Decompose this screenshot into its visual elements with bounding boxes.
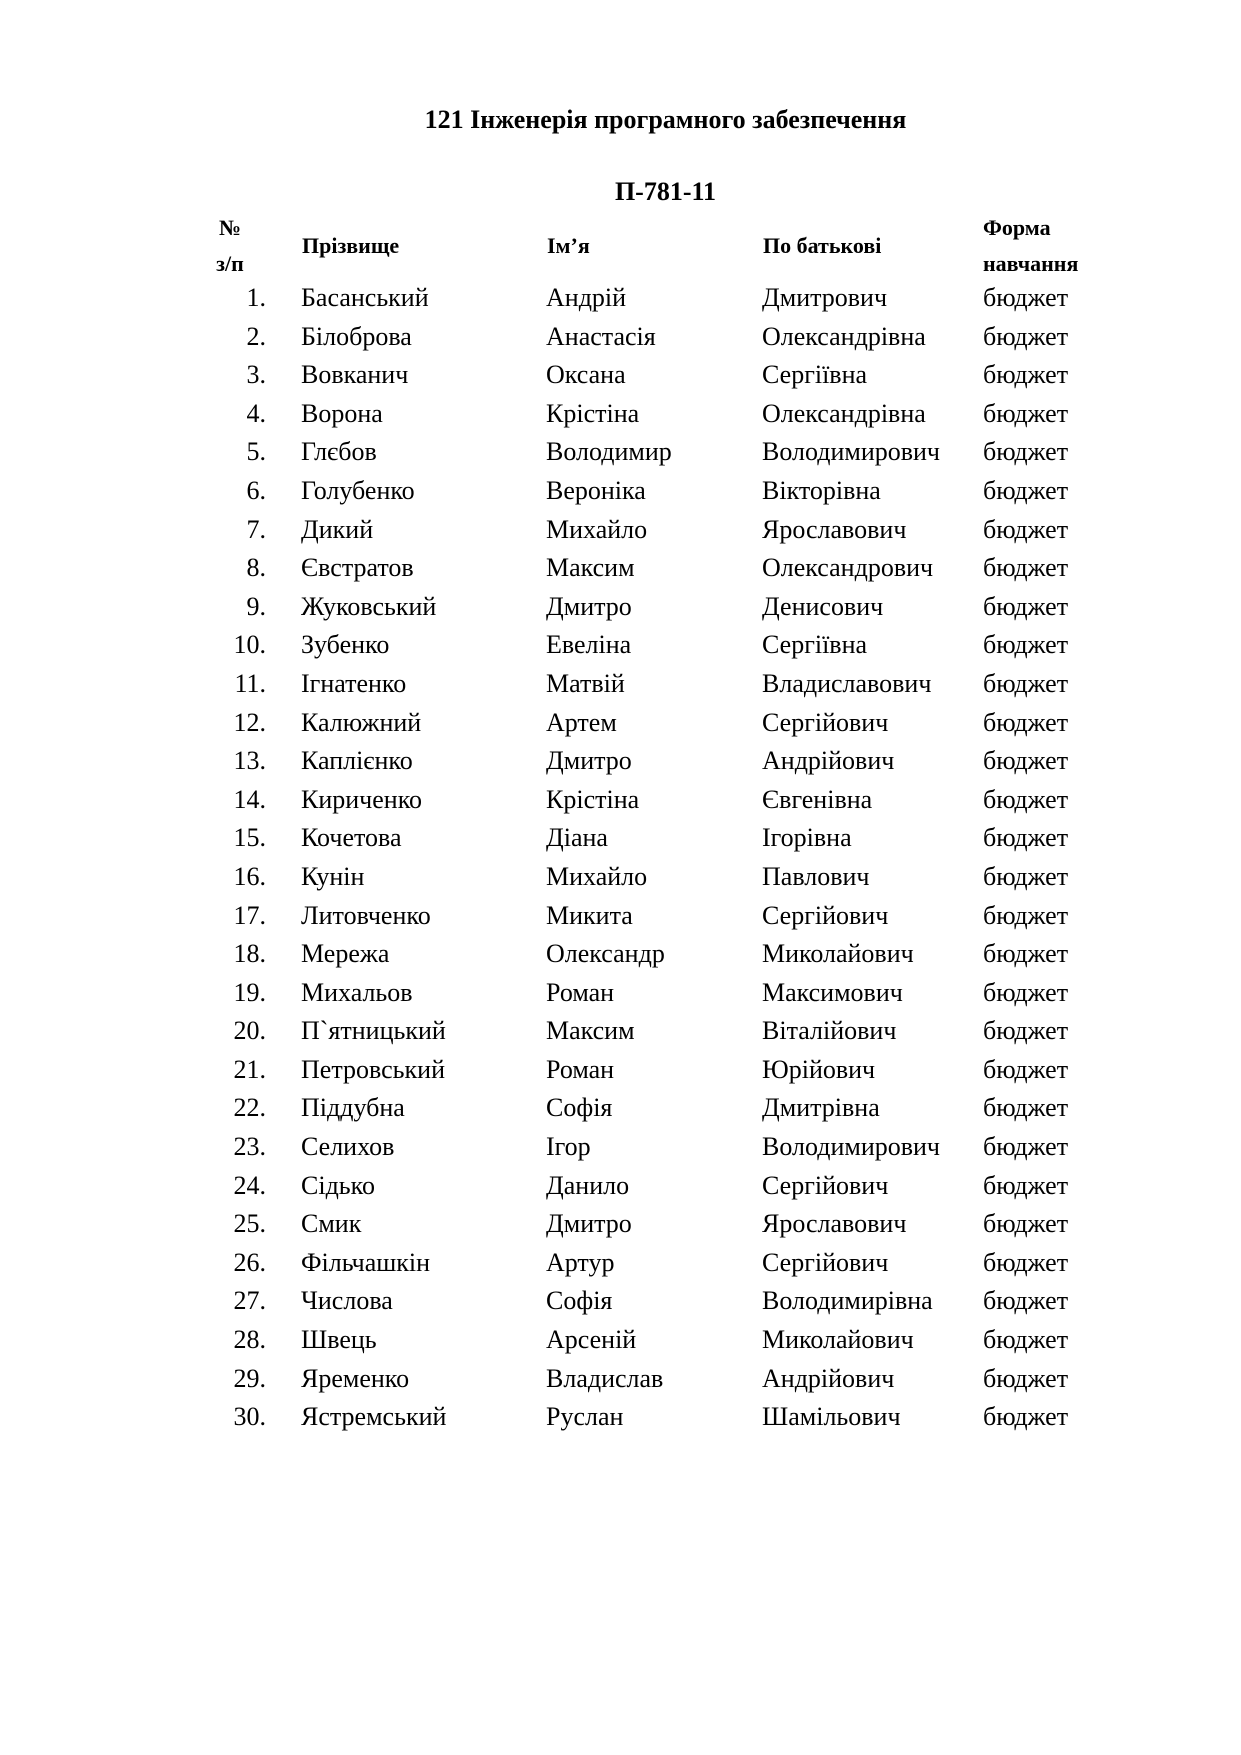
row-study-form: бюджет <box>983 1170 1069 1200</box>
row-patronymic: Олександрович <box>762 553 934 583</box>
row-study-form: бюджет <box>983 746 1069 776</box>
row-surname: Сідько <box>301 1170 375 1200</box>
row-surname: Кочетова <box>301 823 402 853</box>
row-study-form: бюджет <box>983 784 1069 814</box>
row-name: Роман <box>546 1054 615 1084</box>
table-row <box>0 974 1241 1013</box>
row-number: 8. <box>246 553 266 583</box>
row-name: Михайло <box>546 861 648 891</box>
table-row <box>0 549 1241 588</box>
row-surname: Ястремський <box>301 1402 447 1432</box>
table-row <box>0 356 1241 395</box>
row-number: 29. <box>233 1363 266 1393</box>
row-patronymic: Володимирович <box>762 437 941 467</box>
row-number: 10. <box>233 630 266 660</box>
row-number: 14. <box>233 784 266 814</box>
row-number: 23. <box>233 1132 266 1162</box>
row-study-form: бюджет <box>983 707 1069 737</box>
row-name: Анастасія <box>546 321 656 351</box>
row-patronymic: Шамільович <box>762 1402 901 1432</box>
table-row <box>0 1012 1241 1051</box>
row-surname: Жуковський <box>301 591 437 621</box>
header-form-line1: Форма <box>983 215 1051 240</box>
row-study-form: бюджет <box>983 977 1069 1007</box>
row-name: Дмитро <box>546 591 632 621</box>
row-surname: Кунін <box>301 861 365 891</box>
row-surname: Глєбов <box>301 437 377 467</box>
row-patronymic: Ігорівна <box>762 823 852 853</box>
row-number: 19. <box>233 977 266 1007</box>
row-study-form: бюджет <box>983 283 1069 312</box>
row-number: 3. <box>246 360 266 390</box>
row-surname: Голубенко <box>301 475 415 505</box>
row-surname: Піддубна <box>301 1093 405 1123</box>
row-patronymic: Дмитрович <box>762 283 888 312</box>
row-surname: Дикий <box>301 514 374 544</box>
row-name: Софія <box>546 1093 613 1123</box>
row-name: Крістіна <box>546 784 640 814</box>
header-number-line2: з/п <box>216 251 244 276</box>
row-patronymic: Сергійович <box>762 900 889 930</box>
table-row <box>0 1051 1241 1090</box>
header-number <box>205 210 255 282</box>
row-name: Крістіна <box>546 398 640 428</box>
row-patronymic: Сергійович <box>762 1170 889 1200</box>
row-study-form: бюджет <box>983 1286 1069 1316</box>
student-list <box>0 279 1241 1437</box>
row-name: Оксана <box>546 360 626 390</box>
row-patronymic: Олександрівна <box>762 321 926 351</box>
row-patronymic: Миколайович <box>762 1325 914 1355</box>
row-number: 24. <box>233 1170 266 1200</box>
row-name: Олександр <box>546 939 665 969</box>
row-name: Максим <box>546 1016 635 1046</box>
row-patronymic: Сергіївна <box>762 360 868 390</box>
table-row <box>0 858 1241 897</box>
table-row <box>0 472 1241 511</box>
row-name: Матвій <box>546 668 625 698</box>
row-surname: Басанський <box>301 283 429 312</box>
row-study-form: бюджет <box>983 321 1069 351</box>
row-surname: П`ятницький <box>301 1016 446 1046</box>
row-surname: Михальов <box>301 977 413 1007</box>
row-number: 27. <box>233 1286 266 1316</box>
row-surname: Вовканич <box>301 360 409 390</box>
row-number: 22. <box>233 1093 266 1123</box>
row-study-form: бюджет <box>983 1402 1069 1432</box>
row-name: Софія <box>546 1286 613 1316</box>
table-row <box>0 395 1241 434</box>
row-name: Вероніка <box>546 475 646 505</box>
row-number: 15. <box>233 823 266 853</box>
row-name: Руслан <box>546 1402 624 1432</box>
row-patronymic: Євгенівна <box>762 784 873 814</box>
row-surname: Швець <box>301 1325 377 1355</box>
row-patronymic: Сергійович <box>762 707 889 737</box>
row-number: 13. <box>233 746 266 776</box>
table-row <box>0 1167 1241 1206</box>
row-patronymic: Павлович <box>762 861 870 891</box>
row-number: 26. <box>233 1247 266 1277</box>
row-surname: Мережа <box>301 939 390 969</box>
row-number: 21. <box>233 1054 266 1084</box>
row-name: Евеліна <box>546 630 632 660</box>
row-number: 17. <box>233 900 266 930</box>
row-study-form: бюджет <box>983 437 1069 467</box>
row-patronymic: Андрійович <box>762 746 895 776</box>
table-row <box>0 781 1241 820</box>
row-study-form: бюджет <box>983 823 1069 853</box>
row-name: Артур <box>546 1247 615 1277</box>
row-number: 25. <box>233 1209 266 1239</box>
row-number: 18. <box>233 939 266 969</box>
header-patronymic: По батькові <box>763 233 882 258</box>
row-surname: Петровський <box>301 1054 445 1084</box>
row-study-form: бюджет <box>983 514 1069 544</box>
row-patronymic: Володимирівна <box>762 1286 933 1316</box>
row-study-form: бюджет <box>983 1093 1069 1123</box>
header-study-form <box>983 210 1078 282</box>
row-name: Ігор <box>546 1132 591 1162</box>
row-surname: Числова <box>301 1286 393 1316</box>
row-surname: Селихов <box>301 1132 395 1162</box>
row-patronymic: Дмитрівна <box>762 1093 880 1123</box>
row-name: Дмитро <box>546 1209 632 1239</box>
row-study-form: бюджет <box>983 475 1069 505</box>
row-name: Владислав <box>546 1363 664 1393</box>
row-study-form: бюджет <box>983 591 1069 621</box>
header-surname: Прізвище <box>302 233 400 258</box>
row-study-form: бюджет <box>983 861 1069 891</box>
row-patronymic: Сергійович <box>762 1247 889 1277</box>
row-number: 11. <box>234 668 266 698</box>
row-patronymic: Максимович <box>762 977 903 1007</box>
row-surname: Білоброва <box>301 321 412 351</box>
table-row <box>0 1089 1241 1128</box>
table-row <box>0 935 1241 974</box>
row-name: Дмитро <box>546 746 632 776</box>
row-study-form: бюджет <box>983 630 1069 660</box>
row-study-form: бюджет <box>983 360 1069 390</box>
row-surname: Зубенко <box>301 630 390 660</box>
row-patronymic: Владиславович <box>762 668 932 698</box>
row-number: 28. <box>233 1325 266 1355</box>
row-study-form: бюджет <box>983 1247 1069 1277</box>
row-name: Арсеній <box>546 1325 637 1355</box>
row-number: 4. <box>246 398 266 428</box>
header-form-line2: навчання <box>983 251 1079 276</box>
row-number: 16. <box>233 861 266 891</box>
table-row <box>0 1128 1241 1167</box>
row-study-form: бюджет <box>983 1016 1069 1046</box>
table-row <box>0 279 1241 318</box>
row-study-form: бюджет <box>983 1054 1069 1084</box>
row-surname: Калюжний <box>301 707 422 737</box>
row-surname: Ворона <box>301 398 383 428</box>
row-patronymic: Ярославович <box>762 514 907 544</box>
table-row <box>0 433 1241 472</box>
row-study-form: бюджет <box>983 553 1069 583</box>
table-row <box>0 665 1241 704</box>
row-surname: Фільчашкін <box>301 1247 431 1277</box>
row-name: Володимир <box>546 437 672 467</box>
group-code: П-781-11 <box>614 177 717 206</box>
table-row <box>0 819 1241 858</box>
row-patronymic: Володимирович <box>762 1132 941 1162</box>
row-surname: Кириченко <box>301 784 423 814</box>
row-number: 30. <box>233 1402 266 1432</box>
row-patronymic: Віталійович <box>762 1016 897 1046</box>
row-patronymic: Ярославович <box>762 1209 907 1239</box>
table-row <box>0 588 1241 627</box>
row-patronymic: Вікторівна <box>762 475 881 505</box>
row-surname: Ігнатенко <box>301 668 407 698</box>
row-number: 5. <box>246 437 266 467</box>
table-row <box>0 1398 1241 1437</box>
row-patronymic: Денисович <box>762 591 884 621</box>
row-study-form: бюджет <box>983 398 1069 428</box>
row-patronymic: Олександрівна <box>762 398 926 428</box>
row-surname: Яременко <box>301 1363 410 1393</box>
row-study-form: бюджет <box>983 1325 1069 1355</box>
row-patronymic: Сергіївна <box>762 630 868 660</box>
row-number: 6. <box>246 475 266 505</box>
row-study-form: бюджет <box>983 1209 1069 1239</box>
table-row <box>0 511 1241 550</box>
row-name: Артем <box>546 707 617 737</box>
table-row <box>0 1205 1241 1244</box>
row-name: Роман <box>546 977 615 1007</box>
row-name: Данило <box>546 1170 630 1200</box>
row-patronymic: Юрійович <box>762 1054 876 1084</box>
row-study-form: бюджет <box>983 1132 1069 1162</box>
row-name: Андрій <box>546 283 627 312</box>
row-number: 2. <box>246 321 266 351</box>
row-number: 9. <box>246 591 266 621</box>
row-number: 20. <box>233 1016 266 1046</box>
header-number-line1: № <box>218 215 242 240</box>
table-row <box>0 1282 1241 1321</box>
table-row <box>0 742 1241 781</box>
row-surname: Каплієнко <box>301 746 413 776</box>
row-number: 7. <box>246 514 266 544</box>
row-surname: Євстратов <box>301 553 414 583</box>
header-name: Ім’я <box>547 233 590 258</box>
table-row <box>0 626 1241 665</box>
table-row <box>0 318 1241 357</box>
table-row <box>0 1360 1241 1399</box>
row-study-form: бюджет <box>983 1363 1069 1393</box>
row-name: Діана <box>546 823 608 853</box>
row-number: 12. <box>233 707 266 737</box>
row-number: 1. <box>246 283 266 312</box>
row-name: Михайло <box>546 514 648 544</box>
row-patronymic: Миколайович <box>762 939 914 969</box>
row-study-form: бюджет <box>983 668 1069 698</box>
row-surname: Литовченко <box>301 900 431 930</box>
row-study-form: бюджет <box>983 900 1069 930</box>
row-name: Микита <box>546 900 633 930</box>
table-row <box>0 1321 1241 1360</box>
table-row <box>0 1244 1241 1283</box>
table-row <box>0 897 1241 936</box>
row-name: Максим <box>546 553 635 583</box>
row-patronymic: Андрійович <box>762 1363 895 1393</box>
document-title: 121 Інженерія програмного забезпечення <box>424 105 907 134</box>
row-study-form: бюджет <box>983 939 1069 969</box>
table-row <box>0 704 1241 743</box>
row-surname: Смик <box>301 1209 362 1239</box>
